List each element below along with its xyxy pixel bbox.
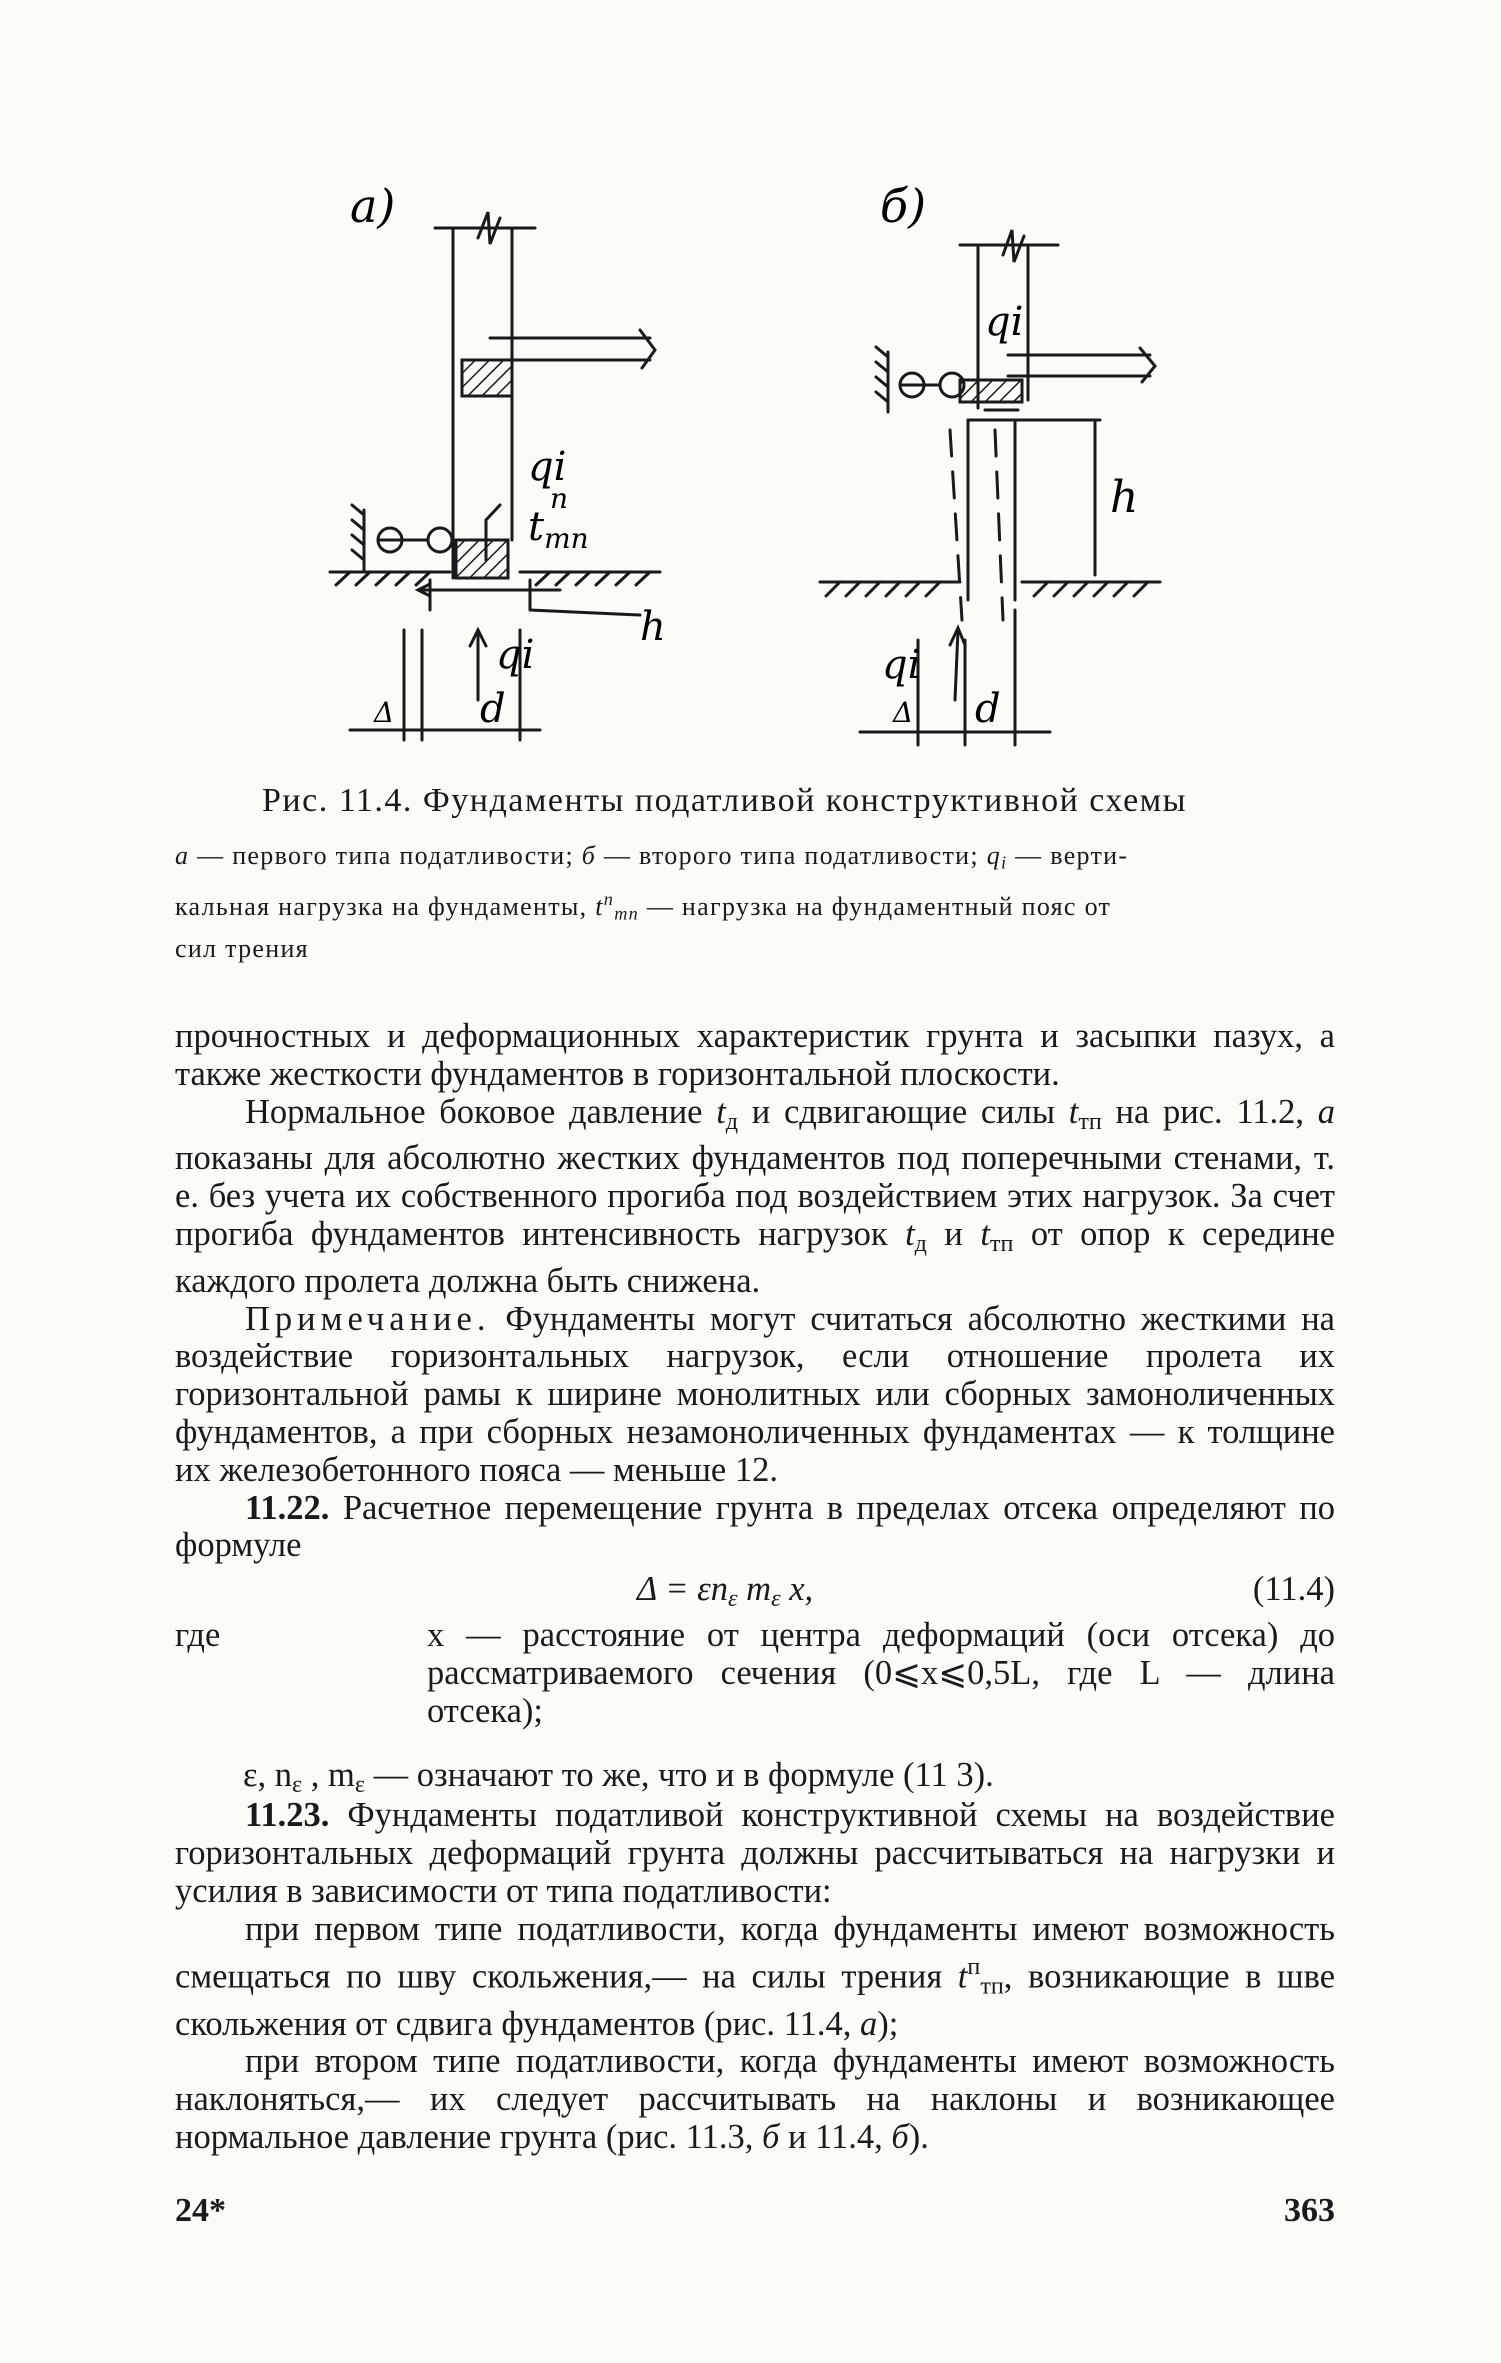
formula-number: (11.4) [1252, 1570, 1335, 1609]
paragraph-first-type: при первом типе податливости, когда фундаменты имеют возможность смещаться по шву скольжения,— на силы трения $t^п_{тп}$, возникающие в шве скольжения от сдвига фундаментов (рис. 11.4, а); [175, 1909, 1336, 2043]
label-qi-a1: qi [528, 444, 567, 490]
label-qi-b2: qi [882, 642, 921, 688]
label-qi-a2: qi [496, 632, 535, 678]
panel-b-label: б) [880, 179, 927, 233]
body-text [175, 1018, 1335, 2157]
label-d-a: d [480, 686, 506, 732]
figure-caption-legend: а — первого типа податливости; б — второго типа податливости; $q_i$ — верти- кальная нагрузка на фундаменты, $t^п_{тп}$ — нагрузка на фундаментный пояс от сил трения [175, 841, 1129, 964]
label-d-b: d [975, 686, 1001, 732]
label-delta-a: Δ [374, 696, 395, 729]
paragraph-continued: прочностных и деформационных характеристик грунта и засыпки пазух, а также жесткости фундаментов в горизонтальной плоскости. [175, 1017, 1335, 1093]
where-block-eps: ε, $n_\varepsilon$ , $m_\varepsilon$ — означают то же, что и в формуле (11 3). [243, 1756, 994, 1799]
page-number: 363 [1284, 2192, 1335, 2229]
label-t-a: $t_{тп}$ [528, 504, 589, 555]
label-t-sup-a: п [550, 482, 569, 515]
figure-11-4 [0, 0, 1501, 780]
where-block: где x — расстояние от центра деформаций (оси отсека) до рассматриваемого сечения (0⩽x⩽0,5L, где L — длина отсека); [175, 1616, 1335, 1730]
label-h-b: h [1110, 472, 1139, 523]
paragraph-note: Примечание. Фундаменты могут считаться абсолютно жесткими на воздействие горизонтальных нагрузок, если отношение пролета их горизонтальной рамы к ширине монолитных или сборных замоноличенных фундаментов, а при сборных незамоноличенных фундаментах — к толщине их железобетонного пояса — меньше 12. [175, 1299, 1335, 1489]
signature-mark: 24* [175, 2192, 226, 2229]
paragraph-second-type: при втором типе податливости, когда фундаменты имеют возможность наклоняться,— их следует рассчитывать на наклоны и возникающее нормальное давление грунта (рис. 11.3, б и 11.4, б). [175, 2042, 1335, 2156]
formula-11-4: $\Delta = \varepsilon n_\varepsilon$ $m_\varepsilon$ x, (11.4) [637, 1570, 1335, 1613]
label-qi-b1: qi [985, 299, 1024, 345]
figure-caption-title: Рис. 11.4. Фундаменты податливой конструктивной схемы [262, 782, 1188, 819]
panel-a-drawing [330, 212, 660, 740]
paragraph-lateral-pressure: Нормальное боковое давление $t_д$ и сдвигающие силы $t_{тп}$ на рис. 11.2, а показаны для абсолютно жестких фундаментов под поперечными стенами, т. е. без учета их собственного прогиба под воздействием этих нагрузок. За счет прогиба фундаментов интенсивность нагрузок $t_д$ и $t_{тп}$ от опор к середине каждого пролета должна быть снижена. [175, 1092, 1336, 1300]
panel-a-label: а) [350, 179, 396, 233]
page-footer [175, 2192, 1335, 2232]
paragraph-11-22: 11.22. Расчетное перемещение грунта в пределах отсека определяют по формуле [175, 1488, 1335, 1565]
label-h-a: h [640, 604, 666, 650]
label-delta-b: Δ [893, 696, 914, 729]
paragraph-11-23: 11.23. Фундаменты податливой конструктивной схемы на воздействие горизонтальных деформаций грунта должны рассчитываться на нагрузки и усилия в зависимости от типа податливости: [175, 1796, 1335, 1910]
